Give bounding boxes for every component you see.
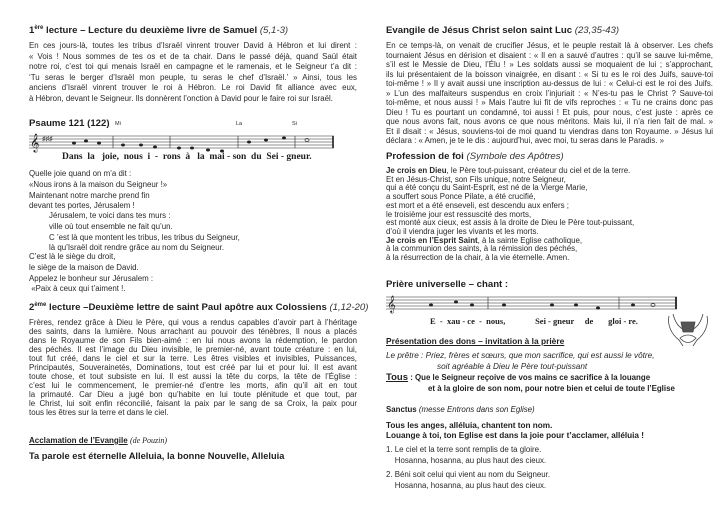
prayer-lyrics: E - xau - ce - nous, Sei - gneur de gloi - re.	[430, 316, 638, 326]
sanctus-ref: (messe Entrons dans son Eglise)	[416, 405, 535, 414]
priest-label: Le prêtre :	[386, 351, 424, 360]
text-line: Maintenant notre marche prend fin	[29, 190, 150, 200]
reading1-title: lecture – Lecture du deuxième livre de Samuel	[43, 25, 260, 37]
text-line: notre roi, c’est toi qui menais Israël en campagne et le ramenais, et le Seigneur t’a dit :	[29, 62, 357, 72]
text-line: C ’est là que montent les tribus, les tribus du Seigneur,	[49, 232, 240, 242]
text-line: d’où il viendra juger les vivants et les morts.	[386, 226, 539, 236]
gospel-heading	[386, 25, 713, 36]
chord-label: Si	[292, 121, 297, 127]
text-line: ‘Tu seras le berger d’Israël mon peuple, tu seras le chef d’Israël.’ » Ainsi, tous les	[29, 72, 357, 82]
creed-bold: Je crois en Dieu	[386, 166, 447, 175]
gospel-text	[386, 41, 713, 146]
sanctus-refrain	[386, 421, 713, 442]
text-line: Frères, rendez grâce à Dieu le Père, qui vous a rendus capables d’avoir part à l’héritage	[29, 318, 357, 327]
gospel-title: Evangile de Jésus Christ selon saint Luc	[386, 25, 575, 36]
creed-lines	[386, 176, 713, 237]
sanctus-verse	[386, 445, 713, 466]
psalm-stanza	[29, 252, 357, 295]
text-line: C’est là le siège du droit,	[29, 252, 116, 261]
creed-title: Profession de foi	[386, 151, 467, 162]
chord-label: Mi	[115, 121, 121, 127]
text-line: 2. Béni soit celui qui vient au nom du Seigneur.	[386, 470, 551, 479]
reading2-ref: (1,12-20)	[329, 302, 369, 314]
text-line: Tous les anges, alléluia, chantent ton nom.	[386, 421, 553, 430]
text-line: s’il est le Messie de Dieu, l’Élu ! » Les soldats aussi se moquaient de lui ; s’approchant,	[386, 60, 713, 69]
ordinal-suffix: ère	[34, 25, 44, 31]
text-line: toi-même ! » Il y avait aussi une inscription au-dessus de lui : « Celui-ci est le roi des Juifs.	[386, 79, 713, 88]
sanctus-title: Sanctus	[386, 405, 417, 414]
priest-line: soit agréable à Dieu le Père tout-puissant	[437, 362, 588, 371]
text-line: le troisième jour est ressuscité des morts,	[386, 209, 532, 219]
priest-invitation	[386, 350, 654, 372]
psalm-stanza	[29, 169, 357, 212]
reading2-title: lecture –Deuxième lettre de saint Paul apôtre aux Colossiens	[46, 302, 330, 314]
ordinal: 1	[29, 25, 35, 37]
text-line: des péchés. Il est l’image du Dieu invisible, le premier-né, avant toute créature : en lui,	[29, 344, 357, 354]
creed-heading	[386, 151, 713, 162]
text-line: Louange à toi, ton Eglise est dans la joie pour t’acclamer, alléluia !	[386, 431, 644, 441]
hands-offering-icon	[665, 310, 711, 350]
text-line: des saints, dans la lumière. Nous arrachant au pouvoir des ténèbres, Il nous a placés	[29, 326, 357, 336]
text-line: Quelle joie quand on m’a dit :	[29, 169, 132, 178]
creed-rest: , le Père tout-puissant, créateur du ciel et de la terre.	[446, 166, 631, 175]
text-line: Dieu ! Tu es pourtant un condamné, toi aussi ! Et puis, pour nous, c’est juste : après ce	[386, 107, 713, 117]
offertory-heading: Présentation des dons – invitation à la prière	[386, 336, 565, 346]
svg-text:𝄞: 𝄞	[30, 133, 40, 152]
ordinal-suffix: ème	[34, 302, 47, 308]
creed-ref: (Symbole des Apôtres)	[466, 151, 564, 162]
svg-text:♯♯♯: ♯♯♯	[42, 136, 53, 143]
all-response	[386, 372, 675, 394]
sanctus-heading	[386, 405, 713, 414]
text-line: c’est lui le commencement, le premier-né d’entre les morts, afin qu’il ait en tout	[29, 380, 357, 390]
acclamation-text: Ta parole est éternelle Alleluia, la bonne Nouvelle, Alleluia	[29, 451, 285, 461]
priest-line: Priez, frères et sœurs, que mon sacrifice, qui est aussi le vôtre,	[423, 351, 655, 360]
reading1-ref: (5,1-3)	[259, 25, 289, 37]
reading1-heading	[29, 25, 357, 36]
reading2-heading	[29, 302, 369, 314]
text-line: En ce temps-là, on venait de crucifier Jésus, et le peuple restait là à observer. Les chefs	[386, 41, 713, 50]
text-line: a souffert sous Ponce Pilate, a été crucifié,	[386, 192, 536, 202]
text-line: déclara : « Amen, je te le dis : aujourd’hui, avec moi, tu seras dans le Paradis. »	[386, 136, 665, 145]
all-label: Tous	[386, 372, 408, 383]
text-line: ils lui présentaient de la boisson vinaigrée, en disant : « Si tu es le roi des Juifs, sauve-toi	[386, 69, 713, 79]
text-line: anciens d’Israël vinrent trouver le roi à Hébron. Le roi David fit alliance avec eux,	[29, 83, 357, 93]
creed-rest: , à la sainte Eglise catholique,	[477, 235, 583, 245]
text-line: à la résurrection de la chair, à la vie éternelle. Amen.	[386, 253, 570, 263]
creed-lines	[386, 245, 713, 262]
text-line: le Christ, lui soit enfin réconcilié, faisant la paix par le sang de sa Croix, la paix pour	[29, 398, 357, 408]
sanctus-verse	[386, 470, 713, 491]
text-line: tout fut créé, dans le ciel et sur la terre. Les êtres visibles et invisibles, Puissances,	[29, 353, 357, 363]
text-line: à Hébron, devant le Seigneur. Ils donnèrent l’onction à David pour le faire roi sur Israël.	[29, 93, 333, 103]
text-line: toute chose, et tout subsiste en lui. Il est aussi la tête du corps, la tête de l’Église :	[29, 371, 357, 381]
text-line: ville où tout ensemble ne fait qu’un.	[49, 221, 173, 231]
reading2-text	[29, 319, 357, 417]
psalm-heading: Psaume 121 (122)	[29, 118, 110, 129]
text-line: est monté aux cieux, est assis à la droite de Dieu le Père tout-puissant,	[386, 218, 635, 228]
text-line: 1. Le ciel et la terre sont remplis de ta gloire.	[386, 445, 542, 454]
text-line: devant tes portes, Jérusalem !	[29, 201, 135, 211]
music-staff-icon	[386, 289, 686, 317]
text-line: Appelez le bonheur sur Jérusalem :	[29, 273, 154, 283]
all-line: et à la gloire de son nom, pour notre bien et celui de toute l’Eglise	[428, 384, 675, 393]
text-line: est mort et a été enseveli, est descendu aux enfers ;	[386, 200, 569, 210]
text-line: tous les êtres sur la terre et dans le ciel.	[29, 407, 169, 417]
acclamation-heading	[29, 436, 357, 445]
text-line: Hosanna, hosanna, au plus haut des cieux.	[386, 480, 547, 490]
text-line: que nous avons fait, nous avons ce que nous méritons. Mais lui, il n’a rien fait de mal. »	[386, 117, 713, 126]
text-line: à la communion des saints, à la rémission des péchés,	[386, 244, 578, 254]
psalm-stanza	[49, 211, 240, 254]
prayer-heading: Prière universelle – chant :	[386, 279, 509, 290]
text-line: « Vois ! Nous sommes de tes os et de ta chair. Dans le passé déjà, quand Saül était	[29, 51, 357, 61]
text-line: dans le Royaume de son Fils bien-aimé : en lui nous avons la rédemption, le pardon	[29, 335, 357, 345]
acclamation-ref: (de Pouzin)	[129, 436, 168, 445]
text-line: toi-même, et nous aussi ! » Mais l’autre lui fit de vifs reproches : « Tu ne crains donc pas	[386, 98, 713, 107]
text-line: «Paix à ceux qui t’aiment !.	[29, 284, 126, 294]
svg-text:𝄞: 𝄞	[387, 295, 396, 313]
text-line: Jérusalem, te voici dans tes murs :	[49, 211, 171, 220]
all-line: : Que le Seigneur reçoive de vos mains ce sacrifice à la louange	[408, 373, 651, 382]
text-line: Principautés, Souverainetés, Dominations, tout est créé par lui et pour lui. Il est avant	[29, 362, 357, 372]
creed-bold: Je crois en l’Esprit Saint	[386, 235, 478, 245]
reading1-text	[29, 41, 357, 105]
text-line: le siège de la maison de David.	[29, 262, 139, 272]
ordinal: 2	[29, 302, 35, 314]
text-line: Hosanna, hosanna, au plus haut des cieux.	[386, 455, 547, 465]
text-line: En ces jours-là, toutes les tribus d’Israël vinrent trouver David à Hébron et lui dirent :	[29, 41, 357, 50]
text-line: qui a été conçu du Saint-Esprit, est né de la Vierge Marie,	[386, 183, 588, 193]
text-line: là qu’Israël doit rendre grâce au nom du Seigneur.	[49, 243, 225, 253]
chord-label: La	[236, 121, 243, 127]
text-line: la primauté. Car Dieu a jugé bon qu’habite en lui toute plénitude et que tout, par	[29, 389, 357, 399]
text-line: » L’un des malfaiteurs suspendus en croix l’injuriait : « N’es-tu pas le Christ ? Sauve-toi	[386, 88, 713, 98]
text-line: «Nous irons à la maison du Seigneur !»	[29, 179, 168, 189]
gospel-ref: (23,35-43)	[574, 25, 620, 36]
acclamation-title: Acclamation de l’Evangile	[29, 436, 128, 445]
psalm-refrain-lyrics: Dans la joie, nous i - rons à la mai - son du Sei - gneur.	[62, 152, 312, 162]
text-line: Et il disait : « Jésus, souviens-toi de moi quand tu viendras dans ton Royaume. » Jésus lui	[386, 126, 713, 136]
text-line: Et en Jésus-Christ, son Fils unique, notre Seigneur,	[386, 174, 566, 184]
text-line: tournaient Jésus en dérision et disaient : « Il en a sauvé d’autres : qu’il se sauve lui-même,	[386, 50, 713, 60]
creed-text	[386, 167, 713, 263]
